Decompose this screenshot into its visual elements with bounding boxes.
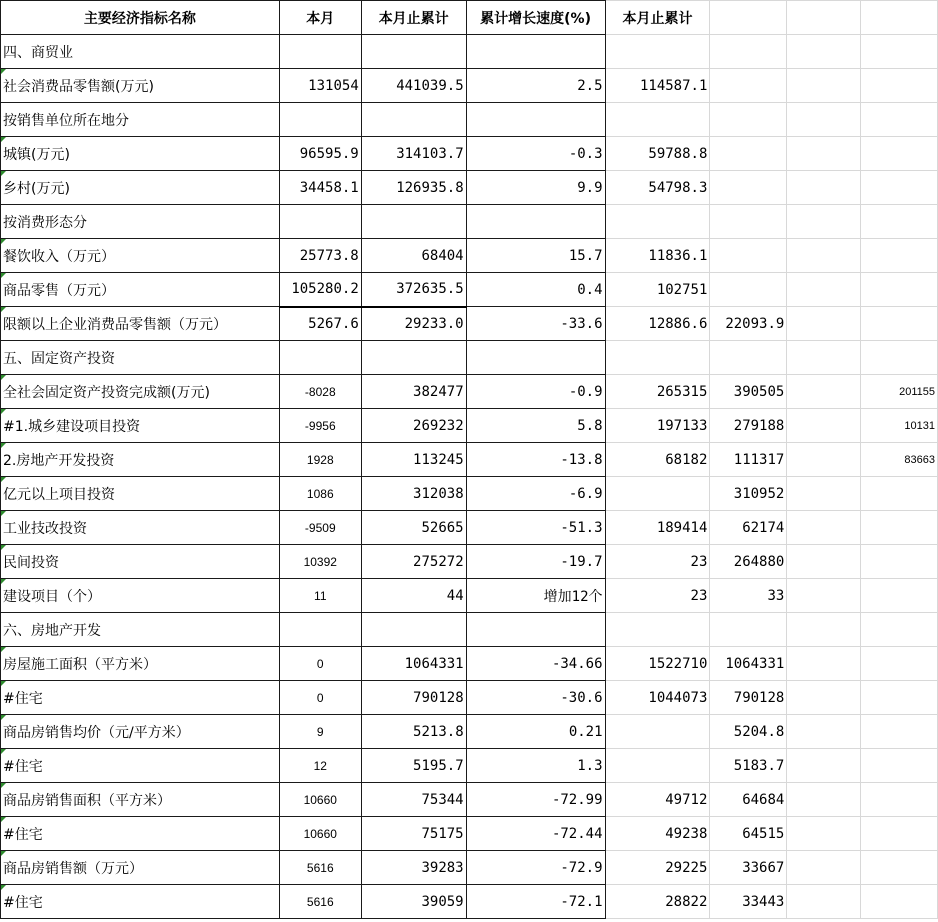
extra-value-cell[interactable]: 279188: [710, 409, 787, 443]
row-label-cell[interactable]: 2.房地产开发投资: [1, 443, 280, 477]
extra-value-cell[interactable]: [710, 137, 787, 171]
grid-cell[interactable]: [861, 1, 938, 35]
table-row: [1, 613, 938, 647]
growth-cell[interactable]: -51.3: [466, 511, 605, 545]
table-row: [1, 647, 938, 681]
header-row: [1, 1, 938, 35]
row-label-cell[interactable]: 六、房地产开发: [1, 613, 280, 647]
side-value-cell[interactable]: [861, 579, 938, 613]
growth-cell[interactable]: [466, 341, 605, 375]
table-row: [1, 273, 938, 307]
extra-value-cell[interactable]: 1064331: [710, 647, 787, 681]
current-month-cell[interactable]: 5616: [279, 851, 361, 885]
extra-value-cell[interactable]: 22093.9: [710, 307, 787, 341]
table-row: [1, 103, 938, 137]
side-value-cell[interactable]: [861, 885, 938, 919]
growth-cell[interactable]: -33.6: [466, 307, 605, 341]
current-month-cell[interactable]: [279, 613, 361, 647]
extra-value-cell[interactable]: 390505: [710, 375, 787, 409]
header-name[interactable]: 主要经济指标名称: [1, 1, 280, 35]
cumulative-cell[interactable]: [361, 341, 466, 375]
side-value-cell[interactable]: [861, 681, 938, 715]
growth-cell[interactable]: [466, 613, 605, 647]
cumulative-cell[interactable]: 126935.8: [361, 171, 466, 205]
grid-cell[interactable]: [787, 817, 861, 851]
cumulative-2-cell[interactable]: 1044073: [605, 681, 710, 715]
cumulative-cell[interactable]: 39283: [361, 851, 466, 885]
cumulative-2-cell[interactable]: 59788.8: [605, 137, 710, 171]
cumulative-cell[interactable]: 312038: [361, 477, 466, 511]
table-row: [1, 375, 938, 409]
table-row: [1, 545, 938, 579]
extra-value-cell[interactable]: [710, 613, 787, 647]
current-month-cell[interactable]: 11: [279, 579, 361, 613]
table-row: [1, 681, 938, 715]
current-month-cell[interactable]: 10660: [279, 783, 361, 817]
current-month-cell[interactable]: 5616: [279, 885, 361, 919]
cumulative-2-cell[interactable]: 102751: [605, 273, 710, 307]
cumulative-cell[interactable]: 75344: [361, 783, 466, 817]
growth-cell[interactable]: -0.9: [466, 375, 605, 409]
grid-cell[interactable]: [787, 783, 861, 817]
current-month-cell[interactable]: 96595.9: [279, 137, 361, 171]
growth-cell[interactable]: [466, 35, 605, 69]
cumulative-2-cell[interactable]: [605, 35, 710, 69]
row-label-cell[interactable]: 全社会固定资产投资完成额(万元): [1, 375, 280, 409]
table-row: [1, 579, 938, 613]
table-row: [1, 69, 938, 103]
cumulative-2-cell[interactable]: 197133: [605, 409, 710, 443]
table-row: [1, 783, 938, 817]
cumulative-2-cell[interactable]: [605, 103, 710, 137]
row-label-cell[interactable]: 城镇(万元): [1, 137, 280, 171]
cumulative-cell[interactable]: 5195.7: [361, 749, 466, 783]
grid-cell[interactable]: [787, 579, 861, 613]
extra-value-cell[interactable]: [710, 35, 787, 69]
grid-cell[interactable]: [787, 885, 861, 919]
extra-value-cell[interactable]: [710, 171, 787, 205]
cumulative-2-cell[interactable]: [605, 715, 710, 749]
cumulative-2-cell[interactable]: 54798.3: [605, 171, 710, 205]
grid-cell[interactable]: [787, 477, 861, 511]
grid-cell[interactable]: [787, 103, 861, 137]
cumulative-2-cell[interactable]: 49238: [605, 817, 710, 851]
table-row: [1, 205, 938, 239]
side-value-cell[interactable]: [861, 205, 938, 239]
growth-cell[interactable]: -72.1: [466, 885, 605, 919]
cumulative-2-cell[interactable]: 28822: [605, 885, 710, 919]
growth-cell[interactable]: -0.3: [466, 137, 605, 171]
extra-value-cell[interactable]: 33: [710, 579, 787, 613]
table-row: [1, 35, 938, 69]
grid-cell[interactable]: [787, 239, 861, 273]
extra-value-cell[interactable]: 790128: [710, 681, 787, 715]
row-label-cell[interactable]: #住宅: [1, 817, 280, 851]
cumulative-2-cell[interactable]: 189414: [605, 511, 710, 545]
growth-cell[interactable]: -6.9: [466, 477, 605, 511]
row-label-cell[interactable]: 亿元以上项目投资: [1, 477, 280, 511]
header-growth[interactable]: 累计增长速度(%): [466, 1, 605, 35]
extra-value-cell[interactable]: 64515: [710, 817, 787, 851]
cumulative-cell[interactable]: 790128: [361, 681, 466, 715]
cumulative-cell[interactable]: [361, 103, 466, 137]
side-value-cell[interactable]: [861, 783, 938, 817]
extra-value-cell[interactable]: [710, 239, 787, 273]
cumulative-cell[interactable]: 29233.0: [361, 307, 466, 341]
current-month-cell[interactable]: [279, 35, 361, 69]
current-month-cell[interactable]: -9956: [279, 409, 361, 443]
cumulative-2-cell[interactable]: 11836.1: [605, 239, 710, 273]
grid-cell[interactable]: [787, 171, 861, 205]
current-month-cell[interactable]: 131054: [279, 69, 361, 103]
table-row: [1, 443, 938, 477]
cumulative-cell[interactable]: 314103.7: [361, 137, 466, 171]
extra-value-cell[interactable]: 264880: [710, 545, 787, 579]
side-value-cell[interactable]: [861, 511, 938, 545]
extra-value-cell[interactable]: 33443: [710, 885, 787, 919]
row-label-cell[interactable]: 五、固定资产投资: [1, 341, 280, 375]
growth-cell[interactable]: 15.7: [466, 239, 605, 273]
row-label-cell[interactable]: 商品房销售额（万元）: [1, 851, 280, 885]
row-label-cell[interactable]: 按销售单位所在地分: [1, 103, 280, 137]
row-label-cell[interactable]: 商品零售（万元）: [1, 273, 280, 307]
side-value-cell[interactable]: [861, 851, 938, 885]
grid-cell[interactable]: [787, 1, 861, 35]
cumulative-2-cell[interactable]: [605, 205, 710, 239]
side-value-cell[interactable]: [861, 477, 938, 511]
table-row: [1, 137, 938, 171]
current-month-cell[interactable]: 0: [279, 647, 361, 681]
grid-cell[interactable]: [787, 205, 861, 239]
cumulative-2-cell[interactable]: [605, 341, 710, 375]
table-row: [1, 307, 938, 341]
table-row: [1, 171, 938, 205]
extra-value-cell[interactable]: [710, 103, 787, 137]
row-label-cell[interactable]: 建设项目（个）: [1, 579, 280, 613]
header-current-month[interactable]: 本月: [279, 1, 361, 35]
growth-cell[interactable]: 增加12个: [466, 579, 605, 613]
cumulative-cell[interactable]: [361, 613, 466, 647]
grid-cell[interactable]: [787, 69, 861, 103]
current-month-cell[interactable]: [279, 341, 361, 375]
extra-value-cell[interactable]: 310952: [710, 477, 787, 511]
growth-cell[interactable]: -30.6: [466, 681, 605, 715]
grid-cell[interactable]: [787, 307, 861, 341]
grid-cell[interactable]: [787, 409, 861, 443]
growth-cell[interactable]: -72.99: [466, 783, 605, 817]
table-row: [1, 851, 938, 885]
extra-value-cell[interactable]: [710, 205, 787, 239]
cumulative-2-cell[interactable]: 68182: [605, 443, 710, 477]
current-month-cell[interactable]: 105280.2: [279, 273, 361, 307]
row-label-cell[interactable]: #住宅: [1, 749, 280, 783]
growth-cell[interactable]: 0.21: [466, 715, 605, 749]
growth-cell[interactable]: -19.7: [466, 545, 605, 579]
cumulative-cell[interactable]: 52665: [361, 511, 466, 545]
table-row: [1, 885, 938, 919]
table-row: [1, 511, 938, 545]
row-label-cell[interactable]: 商品房销售均价（元/平方米）: [1, 715, 280, 749]
cumulative-cell[interactable]: 275272: [361, 545, 466, 579]
grid-cell[interactable]: [787, 35, 861, 69]
grid-cell[interactable]: [787, 375, 861, 409]
extra-value-cell[interactable]: [710, 341, 787, 375]
growth-cell[interactable]: -13.8: [466, 443, 605, 477]
cumulative-cell[interactable]: 39059: [361, 885, 466, 919]
side-value-cell[interactable]: [861, 103, 938, 137]
cumulative-cell[interactable]: 382477: [361, 375, 466, 409]
cumulative-cell[interactable]: [361, 205, 466, 239]
growth-cell[interactable]: 5.8: [466, 409, 605, 443]
row-label-cell[interactable]: 商品房销售面积（平方米）: [1, 783, 280, 817]
grid-cell[interactable]: [787, 613, 861, 647]
table-row: [1, 409, 938, 443]
side-value-cell[interactable]: [861, 647, 938, 681]
growth-cell[interactable]: -34.66: [466, 647, 605, 681]
row-label-cell[interactable]: 餐饮收入（万元）: [1, 239, 280, 273]
current-month-cell[interactable]: -9509: [279, 511, 361, 545]
cumulative-2-cell[interactable]: 114587.1: [605, 69, 710, 103]
current-month-cell[interactable]: 25773.8: [279, 239, 361, 273]
cumulative-2-cell[interactable]: 12886.6: [605, 307, 710, 341]
current-month-cell[interactable]: 5267.6: [279, 307, 361, 341]
row-label-cell[interactable]: #住宅: [1, 681, 280, 715]
grid-cell[interactable]: [787, 545, 861, 579]
extra-value-cell[interactable]: [710, 69, 787, 103]
grid-cell[interactable]: [787, 851, 861, 885]
table-row: [1, 749, 938, 783]
extra-value-cell[interactable]: 64684: [710, 783, 787, 817]
row-label-cell[interactable]: 社会消费品零售额(万元): [1, 69, 280, 103]
current-month-cell[interactable]: 10660: [279, 817, 361, 851]
side-value-cell[interactable]: 201155: [861, 375, 938, 409]
side-value-cell[interactable]: [861, 341, 938, 375]
extra-value-cell[interactable]: 62174: [710, 511, 787, 545]
table-row: [1, 239, 938, 273]
grid-cell[interactable]: [787, 137, 861, 171]
current-month-cell[interactable]: 1928: [279, 443, 361, 477]
current-month-cell[interactable]: 9: [279, 715, 361, 749]
cumulative-2-cell[interactable]: [605, 477, 710, 511]
side-value-cell[interactable]: [861, 307, 938, 341]
cumulative-2-cell[interactable]: [605, 613, 710, 647]
row-label-cell[interactable]: 按消费形态分: [1, 205, 280, 239]
extra-value-cell[interactable]: 5183.7: [710, 749, 787, 783]
table-row: [1, 817, 938, 851]
grid-cell[interactable]: [787, 647, 861, 681]
growth-cell[interactable]: 9.9: [466, 171, 605, 205]
current-month-cell[interactable]: 12: [279, 749, 361, 783]
cumulative-cell[interactable]: 269232: [361, 409, 466, 443]
row-label-cell[interactable]: 乡村(万元): [1, 171, 280, 205]
side-value-cell[interactable]: [861, 715, 938, 749]
cumulative-2-cell[interactable]: 49712: [605, 783, 710, 817]
cumulative-2-cell[interactable]: 23: [605, 545, 710, 579]
header-cumulative-2[interactable]: 本月止累计: [605, 1, 710, 35]
cumulative-2-cell[interactable]: 23: [605, 579, 710, 613]
side-value-cell[interactable]: [861, 171, 938, 205]
side-value-cell[interactable]: [861, 545, 938, 579]
current-month-cell[interactable]: 1086: [279, 477, 361, 511]
side-value-cell[interactable]: 83663: [861, 443, 938, 477]
current-month-cell[interactable]: 0: [279, 681, 361, 715]
side-value-cell[interactable]: [861, 749, 938, 783]
growth-cell[interactable]: -72.9: [466, 851, 605, 885]
extra-value-cell[interactable]: 5204.8: [710, 715, 787, 749]
grid-cell[interactable]: [787, 681, 861, 715]
row-label-cell[interactable]: 四、商贸业: [1, 35, 280, 69]
current-month-cell[interactable]: 10392: [279, 545, 361, 579]
side-value-cell[interactable]: [861, 817, 938, 851]
cumulative-2-cell[interactable]: [605, 749, 710, 783]
growth-cell[interactable]: -72.44: [466, 817, 605, 851]
growth-cell[interactable]: 1.3: [466, 749, 605, 783]
row-label-cell[interactable]: #1.城乡建设项目投资: [1, 409, 280, 443]
current-month-cell[interactable]: 34458.1: [279, 171, 361, 205]
grid-cell[interactable]: [787, 749, 861, 783]
cumulative-cell[interactable]: [361, 35, 466, 69]
side-value-cell[interactable]: [861, 239, 938, 273]
cumulative-cell[interactable]: 44: [361, 579, 466, 613]
side-value-cell[interactable]: [861, 137, 938, 171]
row-label-cell[interactable]: 民间投资: [1, 545, 280, 579]
cumulative-cell[interactable]: 68404: [361, 239, 466, 273]
cumulative-cell[interactable]: 372635.5: [361, 273, 466, 307]
extra-value-cell[interactable]: 33667: [710, 851, 787, 885]
row-label-cell[interactable]: 房屋施工面积（平方米）: [1, 647, 280, 681]
row-label-cell[interactable]: 工业技改投资: [1, 511, 280, 545]
extra-value-cell[interactable]: 111317: [710, 443, 787, 477]
current-month-cell[interactable]: [279, 205, 361, 239]
grid-cell[interactable]: [787, 273, 861, 307]
grid-cell[interactable]: [787, 715, 861, 749]
grid-cell[interactable]: [787, 511, 861, 545]
growth-cell[interactable]: 0.4: [466, 273, 605, 307]
growth-cell[interactable]: [466, 205, 605, 239]
row-label-cell[interactable]: 限额以上企业消费品零售额（万元）: [1, 307, 280, 341]
extra-value-cell[interactable]: [710, 273, 787, 307]
side-value-cell[interactable]: 10131: [861, 409, 938, 443]
cumulative-cell[interactable]: 5213.8: [361, 715, 466, 749]
side-value-cell[interactable]: [861, 273, 938, 307]
side-value-cell[interactable]: [861, 613, 938, 647]
growth-cell[interactable]: [466, 103, 605, 137]
cumulative-cell[interactable]: 113245: [361, 443, 466, 477]
table-row: [1, 341, 938, 375]
current-month-cell[interactable]: -8028: [279, 375, 361, 409]
side-value-cell[interactable]: [861, 69, 938, 103]
cumulative-cell[interactable]: 441039.5: [361, 69, 466, 103]
side-value-cell[interactable]: [861, 35, 938, 69]
grid-cell[interactable]: [787, 443, 861, 477]
cumulative-2-cell[interactable]: 265315: [605, 375, 710, 409]
grid-cell[interactable]: [787, 341, 861, 375]
grid-cell[interactable]: [710, 1, 787, 35]
table-row: [1, 477, 938, 511]
cumulative-cell[interactable]: 1064331: [361, 647, 466, 681]
table-row: [1, 715, 938, 749]
cumulative-cell[interactable]: 75175: [361, 817, 466, 851]
header-cumulative[interactable]: 本月止累计: [361, 1, 466, 35]
cumulative-2-cell[interactable]: 1522710: [605, 647, 710, 681]
row-label-cell[interactable]: #住宅: [1, 885, 280, 919]
cumulative-2-cell[interactable]: 29225: [605, 851, 710, 885]
growth-cell[interactable]: 2.5: [466, 69, 605, 103]
current-month-cell[interactable]: [279, 103, 361, 137]
